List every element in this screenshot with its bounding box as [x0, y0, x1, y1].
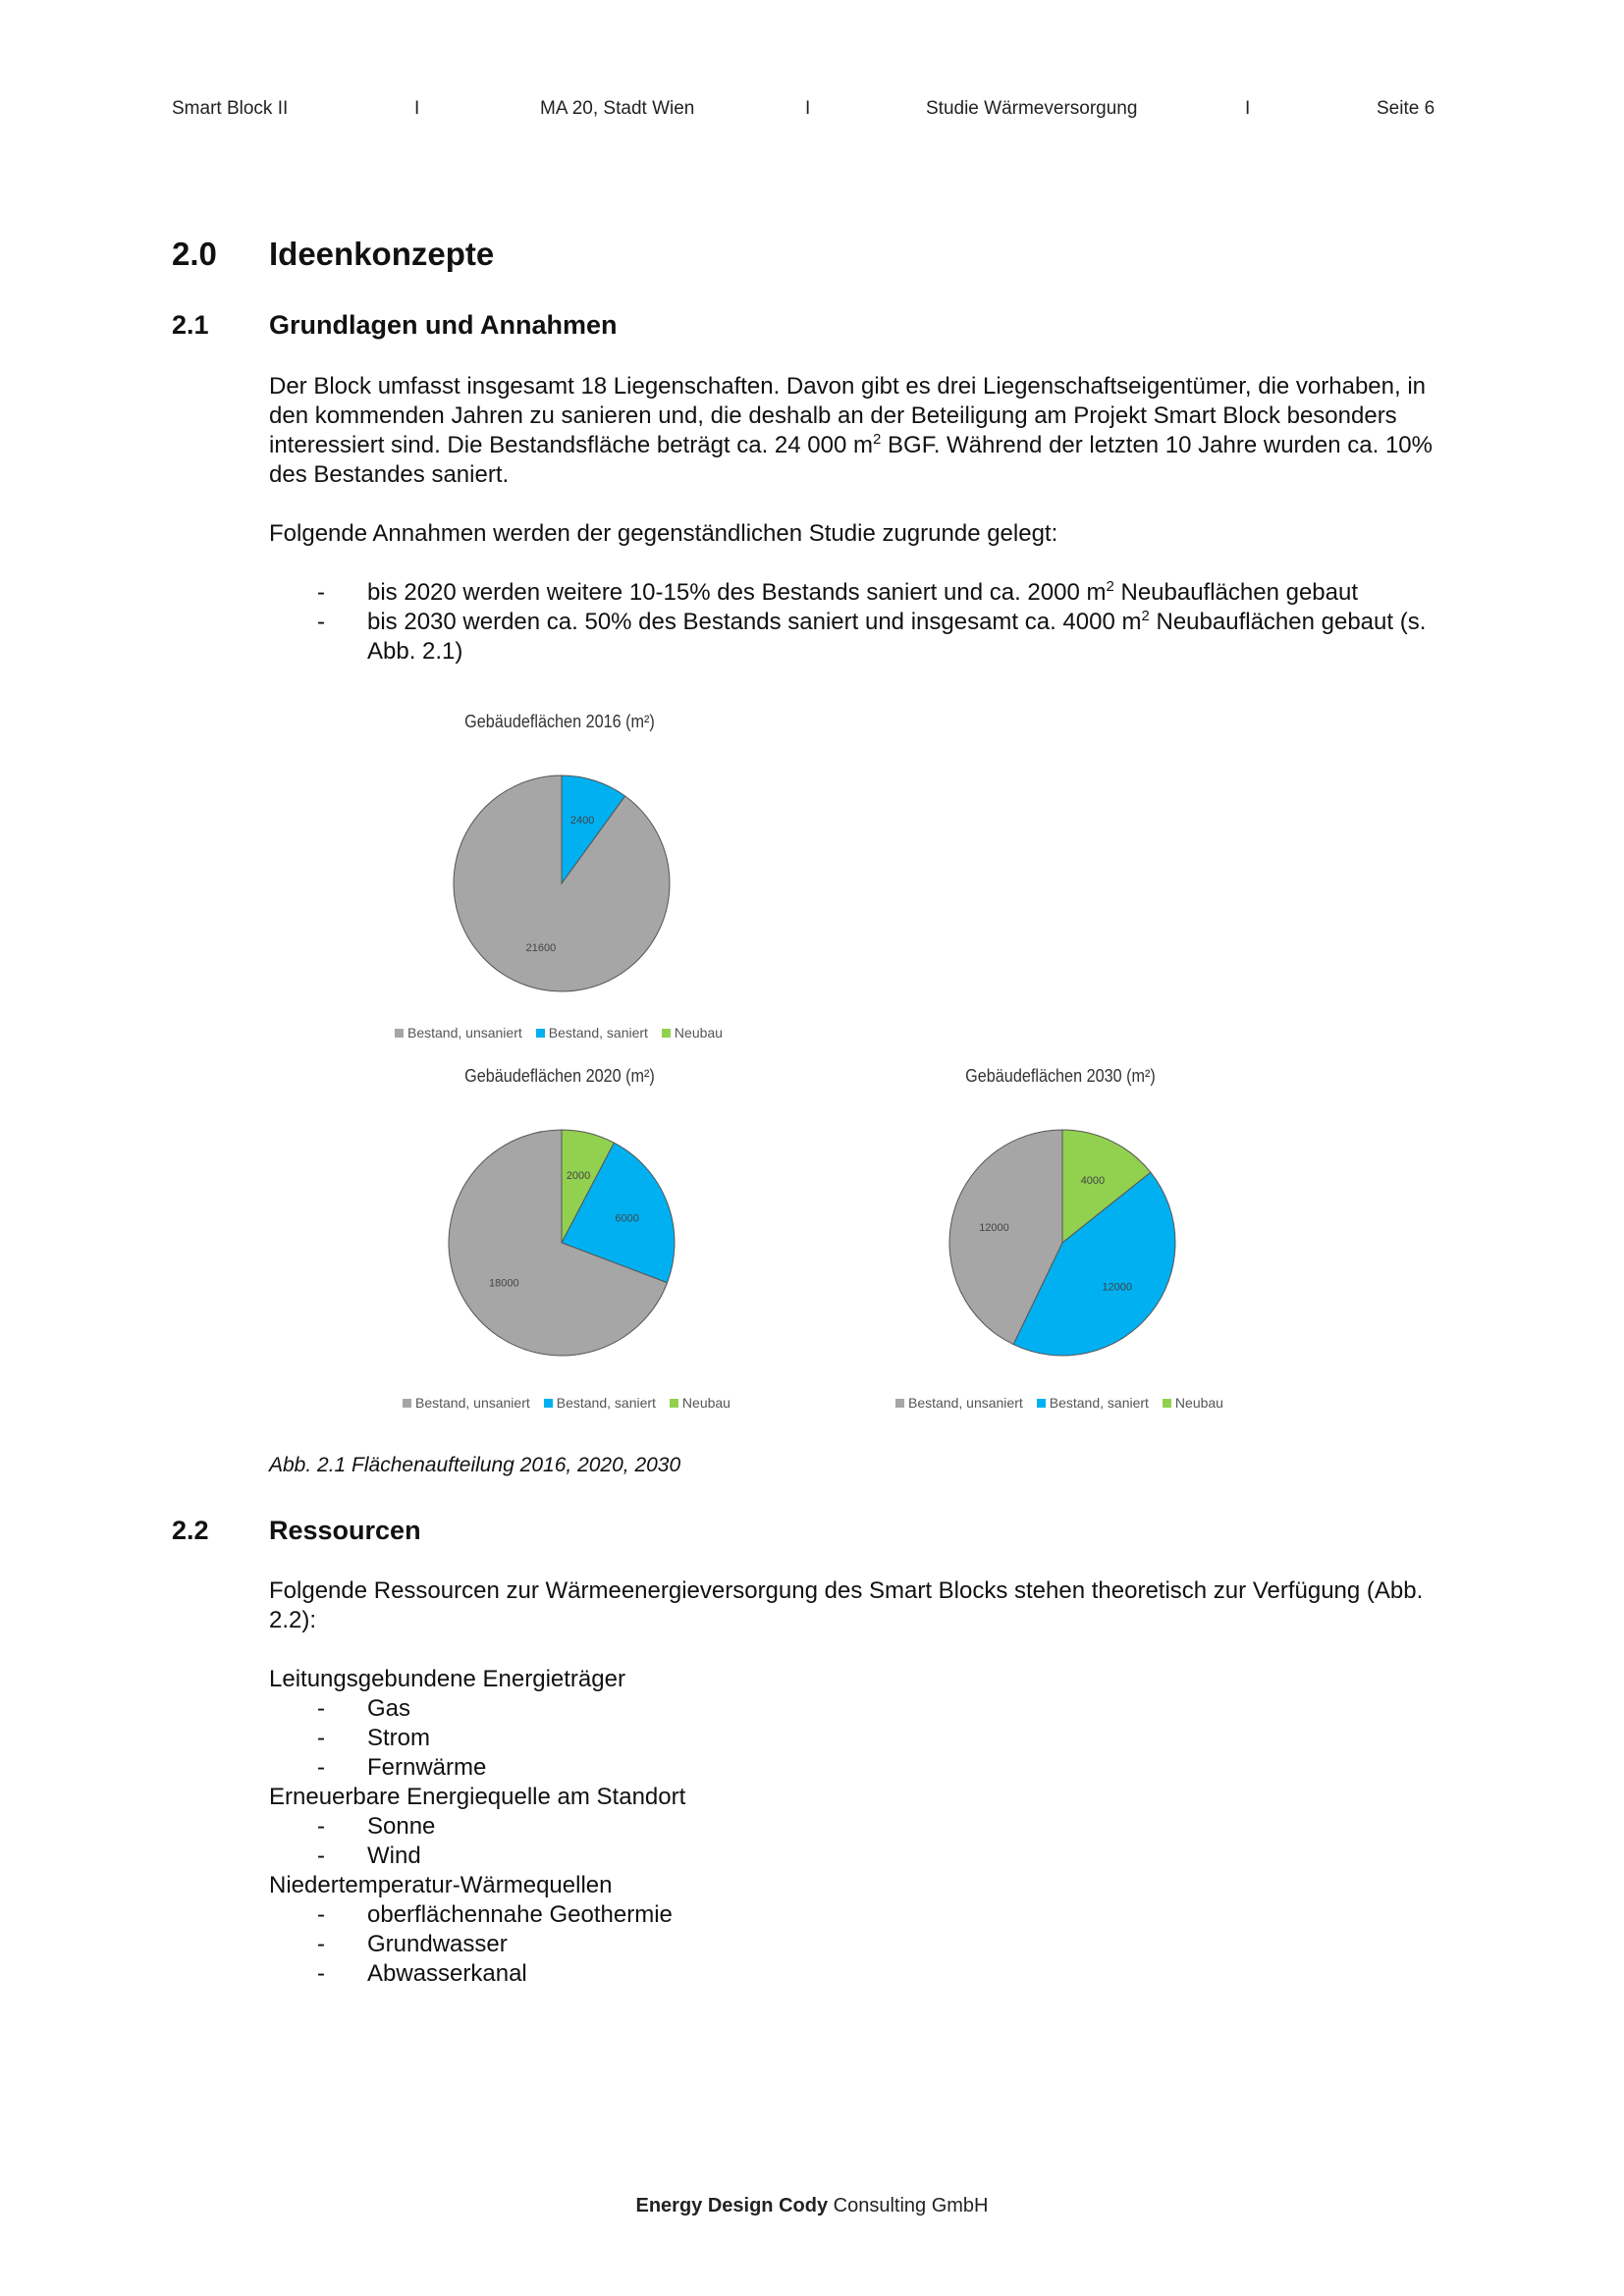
intro-text-part1: Der Block umfasst insgesamt 18 Liegenschaften. Davon gibt es drei Liegenschaftseigentümer, die vorhaben, in den kommenden Jahren zu sanieren und, die deshalb an der Beteiligung am Projekt Smart Block besonders interessiert sind. Die Bestandsfläche beträgt ca. 24 000 m	[269, 373, 1427, 458]
legend-swatch	[662, 1029, 671, 1038]
legend-swatch	[395, 1029, 404, 1038]
list-item-text: Fernwärme	[367, 1754, 487, 1781]
legend-item	[1037, 1395, 1149, 1411]
list-item	[269, 1959, 1447, 1989]
pie-data-label: 18000	[489, 1277, 519, 1290]
resources-intro: Folgende Ressourcen zur Wärmeenergieversorgung des Smart Blocks stehen theoretisch zur Verfügung (Abb. 2.2):	[269, 1577, 1424, 1633]
list-item	[269, 1694, 1447, 1724]
list-item-text: Strom	[367, 1725, 431, 1751]
superscript: 2	[1141, 608, 1150, 624]
list-item-text: Gas	[367, 1695, 411, 1722]
legend-swatch	[544, 1399, 553, 1408]
header-separator: I	[414, 98, 420, 119]
legend-swatch	[670, 1399, 678, 1408]
pie-chart-2020	[444, 1125, 679, 1361]
footer-company-bold: Energy Design Cody	[635, 2195, 829, 2216]
list-item-text: Grundwasser	[367, 1931, 508, 1957]
footer-company	[0, 2195, 1624, 2217]
list-item	[269, 608, 1447, 667]
list-item-text: Neubauflächen gebaut	[1113, 579, 1359, 606]
list-item-text: Sonne	[367, 1813, 436, 1840]
footer-company-rest: Consulting GmbH	[828, 2195, 989, 2216]
legend-label: Bestand, saniert	[1049, 1395, 1149, 1411]
header-client: MA 20, Stadt Wien	[540, 98, 695, 119]
legend-item	[403, 1395, 530, 1411]
legend-swatch	[536, 1029, 545, 1038]
dash-bullet: -	[317, 1695, 325, 1722]
legend-label: Neubau	[674, 1025, 723, 1041]
legend-label: Bestand, unsaniert	[908, 1395, 1023, 1411]
resource-group-title: Erneuerbare Energiequelle am Standort	[269, 1784, 686, 1810]
intro-paragraph	[269, 372, 1447, 490]
legend-label: Bestand, saniert	[556, 1395, 656, 1411]
list-item-text: oberflächennahe Geothermie	[367, 1901, 673, 1928]
list-item	[269, 1753, 1447, 1783]
header-study: Studie Wärmeversorgung	[926, 98, 1138, 119]
pie-data-label: 12000	[979, 1222, 1009, 1235]
subsection-number-2-1: 2.1	[172, 310, 209, 340]
assumptions-list	[269, 578, 1447, 667]
list-item-text: bis 2020 werden weitere 10-15% des Bestands saniert und ca. 2000 m	[367, 579, 1107, 606]
dash-bullet: -	[317, 1842, 325, 1869]
chart-legend-2016	[395, 1025, 736, 1041]
dash-bullet: -	[317, 1931, 325, 1957]
list-item-text: bis 2030 werden ca. 50% des Bestands saniert und insgesamt ca. 4000 m	[367, 609, 1142, 635]
legend-label: Neubau	[681, 1395, 731, 1411]
header-separator: I	[1245, 98, 1251, 119]
legend-swatch	[1037, 1399, 1046, 1408]
intro-text-part2: BGF. Während der letzten 10 Jahre wurden ca. 10% des Bestandes saniert.	[269, 432, 1433, 488]
legend-item	[670, 1395, 731, 1411]
legend-label: Bestand, unsaniert	[415, 1395, 530, 1411]
list-item	[269, 1812, 1447, 1842]
list-item-text: Abwasserkanal	[367, 1960, 527, 1987]
pie-data-label: 2400	[569, 815, 595, 828]
header-page-number: Seite 6	[1377, 98, 1435, 119]
list-item	[269, 1842, 1447, 1871]
subsection-number-2-2: 2.2	[172, 1516, 209, 1545]
legend-swatch	[403, 1399, 411, 1408]
pie-data-label: 21600	[525, 941, 557, 954]
list-item	[269, 1930, 1447, 1959]
chart-title-2020: Gebäudeflächen 2020 (m²)	[464, 1066, 655, 1086]
resource-group-title: Niedertemperatur-Wärmequellen	[269, 1872, 613, 1898]
dash-bullet: -	[317, 1754, 325, 1781]
dash-bullet: -	[317, 1901, 325, 1928]
legend-item	[544, 1395, 656, 1411]
pie-data-label: 12000	[1102, 1281, 1133, 1294]
pie-chart-2030	[945, 1125, 1180, 1361]
chart-title-2030: Gebäudeflächen 2030 (m²)	[965, 1066, 1156, 1086]
pie-chart-2016	[444, 766, 679, 1001]
subsection-title-2-2: Ressourcen	[269, 1516, 421, 1545]
section-number: 2.0	[172, 236, 217, 272]
legend-label: Bestand, unsaniert	[407, 1025, 522, 1041]
assumptions-intro: Folgende Annahmen werden der gegenständlichen Studie zugrunde gelegt:	[269, 520, 1058, 547]
dash-bullet: -	[317, 1813, 325, 1840]
figure-caption: Abb. 2.1 Flächenaufteilung 2016, 2020, 2030	[269, 1454, 681, 1476]
pie-data-label: 6000	[615, 1212, 639, 1225]
chart-legend-2030	[895, 1395, 1237, 1411]
dash-bullet: -	[317, 1960, 325, 1987]
superscript: 2	[1106, 578, 1114, 595]
list-item-text: Neubauflächen gebaut (s. Abb. 2.1)	[367, 609, 1427, 665]
header-separator: I	[805, 98, 811, 119]
legend-swatch	[895, 1399, 904, 1408]
subsection-title-2-1: Grundlagen und Annahmen	[269, 310, 618, 340]
list-item-text: Wind	[367, 1842, 421, 1869]
legend-label: Bestand, saniert	[548, 1025, 648, 1041]
legend-item	[536, 1025, 648, 1041]
resources-list	[269, 1665, 1447, 1989]
superscript: 2	[873, 431, 882, 448]
legend-item	[895, 1395, 1023, 1411]
chart-legend-2020	[403, 1395, 744, 1411]
header-document-name: Smart Block II	[172, 98, 289, 119]
legend-label: Neubau	[1174, 1395, 1223, 1411]
pie-data-label: 2000	[566, 1169, 591, 1182]
list-item	[269, 578, 1447, 608]
chart-title-2016: Gebäudeflächen 2016 (m²)	[464, 712, 655, 731]
legend-item	[395, 1025, 522, 1041]
dash-bullet: -	[317, 609, 325, 635]
legend-item	[1163, 1395, 1223, 1411]
resource-group-title: Leitungsgebundene Energieträger	[269, 1666, 625, 1692]
list-item	[269, 1900, 1447, 1930]
dash-bullet: -	[317, 579, 325, 606]
list-item	[269, 1724, 1447, 1753]
legend-item	[662, 1025, 723, 1041]
pie-data-label: 4000	[1080, 1174, 1106, 1187]
pie-slice-bestand-unsaniert	[454, 775, 670, 991]
section-title: Ideenkonzepte	[269, 236, 495, 272]
dash-bullet: -	[317, 1725, 325, 1751]
legend-swatch	[1163, 1399, 1171, 1408]
